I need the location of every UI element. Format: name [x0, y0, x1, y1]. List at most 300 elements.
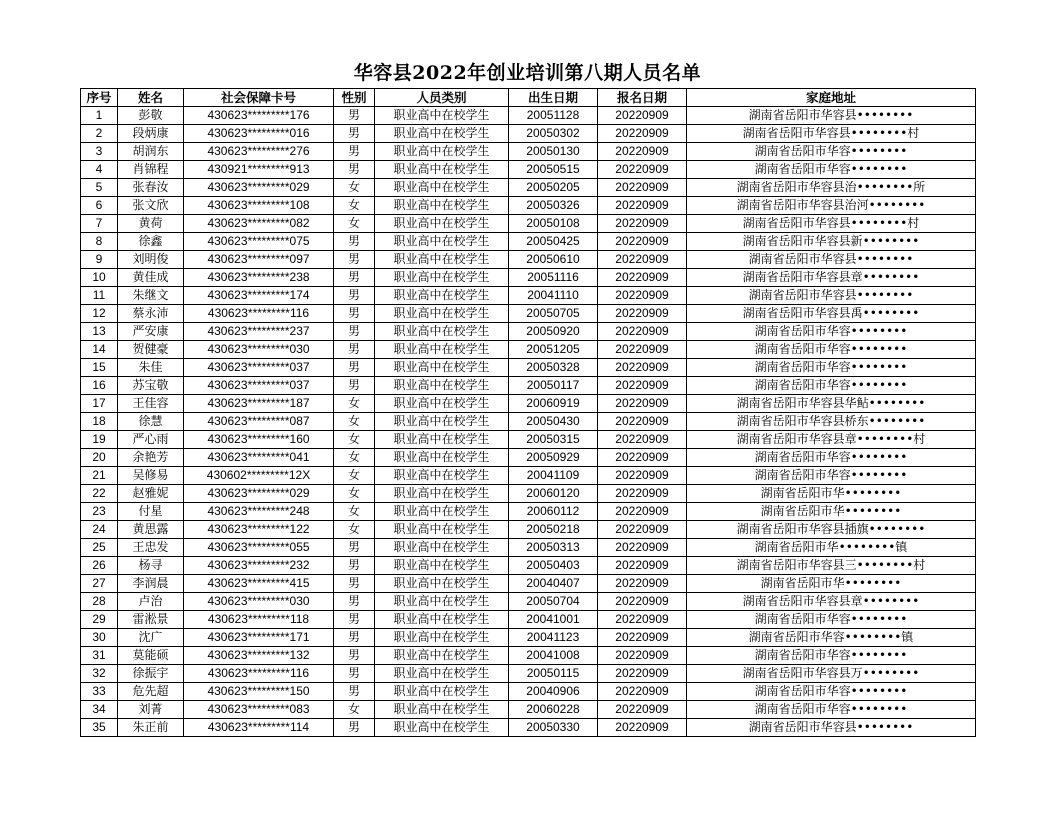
gender: 男	[334, 557, 375, 575]
row-index: 17	[81, 395, 118, 413]
gender: 女	[334, 179, 375, 197]
person-name: 吴修易	[118, 467, 184, 485]
card-number: 430623*********055	[184, 539, 334, 557]
card-number: 430623*********174	[184, 287, 334, 305]
register-date: 20220909	[598, 161, 687, 179]
category: 职业高中在校学生	[375, 107, 509, 125]
person-name: 蔡永沛	[118, 305, 184, 323]
person-name: 赵雅妮	[118, 485, 184, 503]
category: 职业高中在校学生	[375, 503, 509, 521]
register-date: 20220909	[598, 143, 687, 161]
person-name: 危先超	[118, 683, 184, 701]
gender: 女	[334, 413, 375, 431]
home-address: 湖南省岳阳市华容县新••••••••	[687, 233, 976, 251]
birth-date: 20041008	[509, 647, 598, 665]
person-name: 徐鑫	[118, 233, 184, 251]
category: 职业高中在校学生	[375, 449, 509, 467]
table-row	[81, 647, 976, 665]
category: 职业高中在校学生	[375, 287, 509, 305]
person-name: 王忠发	[118, 539, 184, 557]
table-row	[81, 323, 976, 341]
header-row	[81, 89, 976, 107]
home-address: 湖南省岳阳市华容••••••••	[687, 161, 976, 179]
home-address: 湖南省岳阳市华容县••••••••村	[687, 215, 976, 233]
person-name: 卢治	[118, 593, 184, 611]
table-row	[81, 539, 976, 557]
table-row	[81, 683, 976, 701]
home-address: 湖南省岳阳市华••••••••	[687, 485, 976, 503]
card-number: 430623*********037	[184, 359, 334, 377]
row-index: 12	[81, 305, 118, 323]
card-number: 430623*********029	[184, 179, 334, 197]
birth-date: 20050205	[509, 179, 598, 197]
category: 职业高中在校学生	[375, 431, 509, 449]
category: 职业高中在校学生	[375, 701, 509, 719]
birth-date: 20050705	[509, 305, 598, 323]
gender: 男	[334, 611, 375, 629]
table-row	[81, 107, 976, 125]
table-row	[81, 557, 976, 575]
row-index: 34	[81, 701, 118, 719]
gender: 男	[334, 647, 375, 665]
gender: 男	[334, 143, 375, 161]
card-number: 430623*********116	[184, 665, 334, 683]
row-index: 6	[81, 197, 118, 215]
gender: 男	[334, 539, 375, 557]
table-row	[81, 143, 976, 161]
home-address: 湖南省岳阳市华容••••••••	[687, 611, 976, 629]
register-date: 20220909	[598, 413, 687, 431]
row-index: 7	[81, 215, 118, 233]
register-date: 20220909	[598, 251, 687, 269]
person-name: 余艳芳	[118, 449, 184, 467]
table-row	[81, 341, 976, 359]
person-name: 朱继文	[118, 287, 184, 305]
home-address: 湖南省岳阳市华容县••••••••	[687, 107, 976, 125]
category: 职业高中在校学生	[375, 395, 509, 413]
category: 职业高中在校学生	[375, 413, 509, 431]
category: 职业高中在校学生	[375, 521, 509, 539]
table-row	[81, 719, 976, 737]
gender: 男	[334, 305, 375, 323]
card-number: 430623*********122	[184, 521, 334, 539]
register-date: 20220909	[598, 683, 687, 701]
row-index: 8	[81, 233, 118, 251]
category: 职业高中在校学生	[375, 647, 509, 665]
card-number: 430623*********116	[184, 305, 334, 323]
gender: 女	[334, 197, 375, 215]
category: 职业高中在校学生	[375, 269, 509, 287]
birth-date: 20050920	[509, 323, 598, 341]
register-date: 20220909	[598, 377, 687, 395]
card-number: 430623*********150	[184, 683, 334, 701]
category: 职业高中在校学生	[375, 467, 509, 485]
row-index: 23	[81, 503, 118, 521]
category: 职业高中在校学生	[375, 557, 509, 575]
gender: 女	[334, 395, 375, 413]
row-index: 9	[81, 251, 118, 269]
birth-date: 20060919	[509, 395, 598, 413]
birth-date: 20050315	[509, 431, 598, 449]
birth-date: 20040407	[509, 575, 598, 593]
register-date: 20220909	[598, 233, 687, 251]
person-name: 徐慧	[118, 413, 184, 431]
header-address: 家庭地址	[687, 89, 976, 107]
table-row	[81, 359, 976, 377]
table-row	[81, 125, 976, 143]
person-name: 张春汝	[118, 179, 184, 197]
table-row	[81, 305, 976, 323]
register-date: 20220909	[598, 539, 687, 557]
person-name: 严心雨	[118, 431, 184, 449]
home-address: 湖南省岳阳市华容县三••••••••村	[687, 557, 976, 575]
card-number: 430623*********176	[184, 107, 334, 125]
card-number: 430623*********132	[184, 647, 334, 665]
birth-date: 20050515	[509, 161, 598, 179]
birth-date: 20050218	[509, 521, 598, 539]
table-row	[81, 629, 976, 647]
table-row	[81, 377, 976, 395]
gender: 男	[334, 665, 375, 683]
row-index: 18	[81, 413, 118, 431]
card-number: 430623*********087	[184, 413, 334, 431]
row-index: 26	[81, 557, 118, 575]
table-row	[81, 287, 976, 305]
roster-table	[80, 88, 976, 737]
home-address: 湖南省岳阳市华容••••••••	[687, 359, 976, 377]
register-date: 20220909	[598, 647, 687, 665]
person-name: 沈广	[118, 629, 184, 647]
register-date: 20220909	[598, 215, 687, 233]
table-row	[81, 251, 976, 269]
row-index: 20	[81, 449, 118, 467]
birth-date: 20050117	[509, 377, 598, 395]
table-row	[81, 503, 976, 521]
header-category: 人员类别	[375, 89, 509, 107]
category: 职业高中在校学生	[375, 179, 509, 197]
header-gender: 性别	[334, 89, 375, 107]
card-number: 430623*********097	[184, 251, 334, 269]
card-number: 430623*********248	[184, 503, 334, 521]
card-number: 430623*********118	[184, 611, 334, 629]
person-name: 王佳容	[118, 395, 184, 413]
person-name: 刘明俊	[118, 251, 184, 269]
row-index: 15	[81, 359, 118, 377]
register-date: 20220909	[598, 449, 687, 467]
gender: 男	[334, 377, 375, 395]
register-date: 20220909	[598, 125, 687, 143]
person-name: 付星	[118, 503, 184, 521]
birth-date: 20050326	[509, 197, 598, 215]
home-address: 湖南省岳阳市华容••••••••	[687, 683, 976, 701]
card-number: 430623*********029	[184, 485, 334, 503]
card-number: 430623*********083	[184, 701, 334, 719]
row-index: 2	[81, 125, 118, 143]
gender: 男	[334, 125, 375, 143]
table-row	[81, 485, 976, 503]
card-number: 430623*********037	[184, 377, 334, 395]
birth-date: 20050130	[509, 143, 598, 161]
gender: 男	[334, 161, 375, 179]
category: 职业高中在校学生	[375, 197, 509, 215]
person-name: 黄荷	[118, 215, 184, 233]
row-index: 13	[81, 323, 118, 341]
category: 职业高中在校学生	[375, 611, 509, 629]
category: 职业高中在校学生	[375, 485, 509, 503]
gender: 男	[334, 233, 375, 251]
gender: 男	[334, 683, 375, 701]
person-name: 肖锦程	[118, 161, 184, 179]
home-address: 湖南省岳阳市华容县••••••••村	[687, 125, 976, 143]
category: 职业高中在校学生	[375, 683, 509, 701]
register-date: 20220909	[598, 665, 687, 683]
person-name: 朱佳	[118, 359, 184, 377]
birth-date: 20040906	[509, 683, 598, 701]
register-date: 20220909	[598, 197, 687, 215]
register-date: 20220909	[598, 557, 687, 575]
birth-date: 20050610	[509, 251, 598, 269]
table-row	[81, 665, 976, 683]
home-address: 湖南省岳阳市华容县桥东••••••••	[687, 413, 976, 431]
home-address: 湖南省岳阳市华容••••••••	[687, 143, 976, 161]
category: 职业高中在校学生	[375, 233, 509, 251]
register-date: 20220909	[598, 593, 687, 611]
row-index: 14	[81, 341, 118, 359]
home-address: 湖南省岳阳市华••••••••	[687, 575, 976, 593]
home-address: 湖南省岳阳市华容••••••••镇	[687, 629, 976, 647]
birth-date: 20041123	[509, 629, 598, 647]
birth-date: 20041109	[509, 467, 598, 485]
register-date: 20220909	[598, 287, 687, 305]
gender: 女	[334, 701, 375, 719]
card-number: 430623*********238	[184, 269, 334, 287]
row-index: 27	[81, 575, 118, 593]
row-index: 31	[81, 647, 118, 665]
home-address: 湖南省岳阳市华容县万••••••••	[687, 665, 976, 683]
table-row	[81, 521, 976, 539]
person-name: 徐振宇	[118, 665, 184, 683]
register-date: 20220909	[598, 611, 687, 629]
row-index: 3	[81, 143, 118, 161]
birth-date: 20050330	[509, 719, 598, 737]
birth-date: 20060228	[509, 701, 598, 719]
gender: 女	[334, 485, 375, 503]
page-title: 华容县2022年创业培训第八期人员名单	[353, 62, 702, 84]
category: 职业高中在校学生	[375, 629, 509, 647]
person-name: 刘菁	[118, 701, 184, 719]
card-number: 430623*********075	[184, 233, 334, 251]
category: 职业高中在校学生	[375, 359, 509, 377]
card-number: 430623*********187	[184, 395, 334, 413]
birth-date: 20051128	[509, 107, 598, 125]
row-index: 19	[81, 431, 118, 449]
home-address: 湖南省岳阳市华••••••••	[687, 503, 976, 521]
birth-date: 20050328	[509, 359, 598, 377]
header-name: 姓名	[118, 89, 184, 107]
table-row	[81, 161, 976, 179]
header-index: 序号	[81, 89, 118, 107]
birth-date: 20041110	[509, 287, 598, 305]
table-row	[81, 575, 976, 593]
register-date: 20220909	[598, 431, 687, 449]
category: 职业高中在校学生	[375, 305, 509, 323]
category: 职业高中在校学生	[375, 719, 509, 737]
row-index: 25	[81, 539, 118, 557]
person-name: 彭敬	[118, 107, 184, 125]
table-row	[81, 233, 976, 251]
register-date: 20220909	[598, 179, 687, 197]
home-address: 湖南省岳阳市华容县••••••••	[687, 719, 976, 737]
register-date: 20220909	[598, 269, 687, 287]
row-index: 28	[81, 593, 118, 611]
category: 职业高中在校学生	[375, 251, 509, 269]
card-number: 430623*********016	[184, 125, 334, 143]
card-number: 430623*********030	[184, 341, 334, 359]
card-number: 430623*********114	[184, 719, 334, 737]
home-address: 湖南省岳阳市华容••••••••	[687, 701, 976, 719]
home-address: 湖南省岳阳市华••••••••镇	[687, 539, 976, 557]
card-number: 430623*********232	[184, 557, 334, 575]
category: 职业高中在校学生	[375, 539, 509, 557]
home-address: 湖南省岳阳市华容县插旗••••••••	[687, 521, 976, 539]
home-address: 湖南省岳阳市华容县章••••••••	[687, 269, 976, 287]
header-card-number: 社会保障卡号	[184, 89, 334, 107]
home-address: 湖南省岳阳市华容县治河••••••••	[687, 197, 976, 215]
person-name: 黄思露	[118, 521, 184, 539]
card-number: 430623*********041	[184, 449, 334, 467]
person-name: 朱正前	[118, 719, 184, 737]
person-name: 张文欣	[118, 197, 184, 215]
person-name: 严安康	[118, 323, 184, 341]
gender: 女	[334, 431, 375, 449]
card-number: 430623*********030	[184, 593, 334, 611]
home-address: 湖南省岳阳市华容县••••••••	[687, 251, 976, 269]
person-name: 胡润东	[118, 143, 184, 161]
birth-date: 20050425	[509, 233, 598, 251]
home-address: 湖南省岳阳市华容县章••••••••	[687, 593, 976, 611]
row-index: 24	[81, 521, 118, 539]
gender: 男	[334, 575, 375, 593]
home-address: 湖南省岳阳市华容••••••••	[687, 377, 976, 395]
birth-date: 20050313	[509, 539, 598, 557]
register-date: 20220909	[598, 719, 687, 737]
row-index: 11	[81, 287, 118, 305]
person-name: 贺健豪	[118, 341, 184, 359]
birth-date: 20051205	[509, 341, 598, 359]
home-address: 湖南省岳阳市华容••••••••	[687, 341, 976, 359]
gender: 女	[334, 467, 375, 485]
person-name: 段炳康	[118, 125, 184, 143]
person-name: 雷淞景	[118, 611, 184, 629]
birth-date: 20050403	[509, 557, 598, 575]
category: 职业高中在校学生	[375, 215, 509, 233]
person-name: 黄佳成	[118, 269, 184, 287]
gender: 女	[334, 215, 375, 233]
table-row	[81, 395, 976, 413]
gender: 女	[334, 449, 375, 467]
register-date: 20220909	[598, 359, 687, 377]
card-number: 430623*********108	[184, 197, 334, 215]
category: 职业高中在校学生	[375, 593, 509, 611]
table-row	[81, 197, 976, 215]
row-index: 16	[81, 377, 118, 395]
home-address: 湖南省岳阳市华容••••••••	[687, 467, 976, 485]
gender: 男	[334, 269, 375, 287]
home-address: 湖南省岳阳市华容县治••••••••所	[687, 179, 976, 197]
card-number: 430623*********171	[184, 629, 334, 647]
gender: 男	[334, 593, 375, 611]
table-row	[81, 449, 976, 467]
home-address: 湖南省岳阳市华容••••••••	[687, 647, 976, 665]
register-date: 20220909	[598, 467, 687, 485]
header-register-date: 报名日期	[598, 89, 687, 107]
register-date: 20220909	[598, 503, 687, 521]
register-date: 20220909	[598, 305, 687, 323]
birth-date: 20050704	[509, 593, 598, 611]
gender: 男	[334, 341, 375, 359]
card-number: 430623*********415	[184, 575, 334, 593]
person-name: 苏宝敬	[118, 377, 184, 395]
row-index: 35	[81, 719, 118, 737]
table-row	[81, 413, 976, 431]
birth-date: 20051116	[509, 269, 598, 287]
card-number: 430602*********12X	[184, 467, 334, 485]
row-index: 10	[81, 269, 118, 287]
register-date: 20220909	[598, 629, 687, 647]
birth-date: 20050929	[509, 449, 598, 467]
birth-date: 20060112	[509, 503, 598, 521]
register-date: 20220909	[598, 701, 687, 719]
person-name: 李润晨	[118, 575, 184, 593]
register-date: 20220909	[598, 485, 687, 503]
category: 职业高中在校学生	[375, 575, 509, 593]
category: 职业高中在校学生	[375, 665, 509, 683]
row-index: 21	[81, 467, 118, 485]
gender: 女	[334, 503, 375, 521]
category: 职业高中在校学生	[375, 341, 509, 359]
table-row	[81, 431, 976, 449]
category: 职业高中在校学生	[375, 125, 509, 143]
table-row	[81, 467, 976, 485]
roster-body	[81, 107, 976, 737]
home-address: 湖南省岳阳市华容县••••••••	[687, 287, 976, 305]
home-address: 湖南省岳阳市华容县华鲇••••••••	[687, 395, 976, 413]
row-index: 33	[81, 683, 118, 701]
home-address: 湖南省岳阳市华容••••••••	[687, 323, 976, 341]
person-name: 莫能硕	[118, 647, 184, 665]
register-date: 20220909	[598, 107, 687, 125]
gender: 男	[334, 323, 375, 341]
header-birth-date: 出生日期	[509, 89, 598, 107]
row-index: 5	[81, 179, 118, 197]
birth-date: 20050302	[509, 125, 598, 143]
register-date: 20220909	[598, 323, 687, 341]
register-date: 20220909	[598, 341, 687, 359]
card-number: 430623*********237	[184, 323, 334, 341]
table-row	[81, 701, 976, 719]
birth-date: 20060120	[509, 485, 598, 503]
birth-date: 20050115	[509, 665, 598, 683]
register-date: 20220909	[598, 395, 687, 413]
home-address: 湖南省岳阳市华容县章••••••••村	[687, 431, 976, 449]
table-row	[81, 179, 976, 197]
card-number: 430921*********913	[184, 161, 334, 179]
person-name: 杨寻	[118, 557, 184, 575]
table-row	[81, 593, 976, 611]
card-number: 430623*********160	[184, 431, 334, 449]
home-address: 湖南省岳阳市华容县禹••••••••	[687, 305, 976, 323]
row-index: 30	[81, 629, 118, 647]
